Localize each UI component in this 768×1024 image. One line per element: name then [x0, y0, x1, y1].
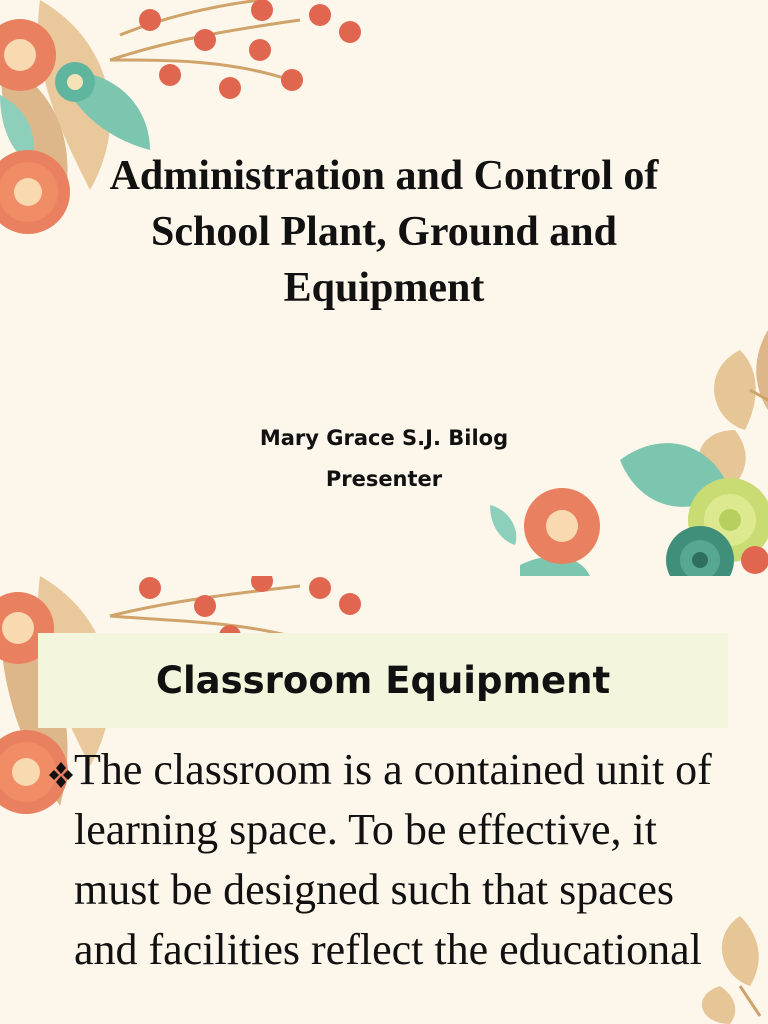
slide-heading: Classroom Equipment — [155, 659, 611, 702]
presenter-role: Presenter — [325, 467, 443, 491]
four-diamond-bullet-icon — [46, 760, 76, 790]
presenter-name: Mary Grace S.J. Bilog — [259, 426, 509, 450]
content-slide — [0, 576, 768, 1024]
slide-title: Administration and Control of School Plant, Ground and Equipment — [109, 153, 659, 311]
bullet-text: The classroom is a contained unit of learning space. To be effective, it must be designed such that spaces and facilities reflect the educational — [74, 745, 712, 974]
floral-corner-bottom-right — [480, 330, 768, 576]
heading-band — [38, 633, 728, 728]
